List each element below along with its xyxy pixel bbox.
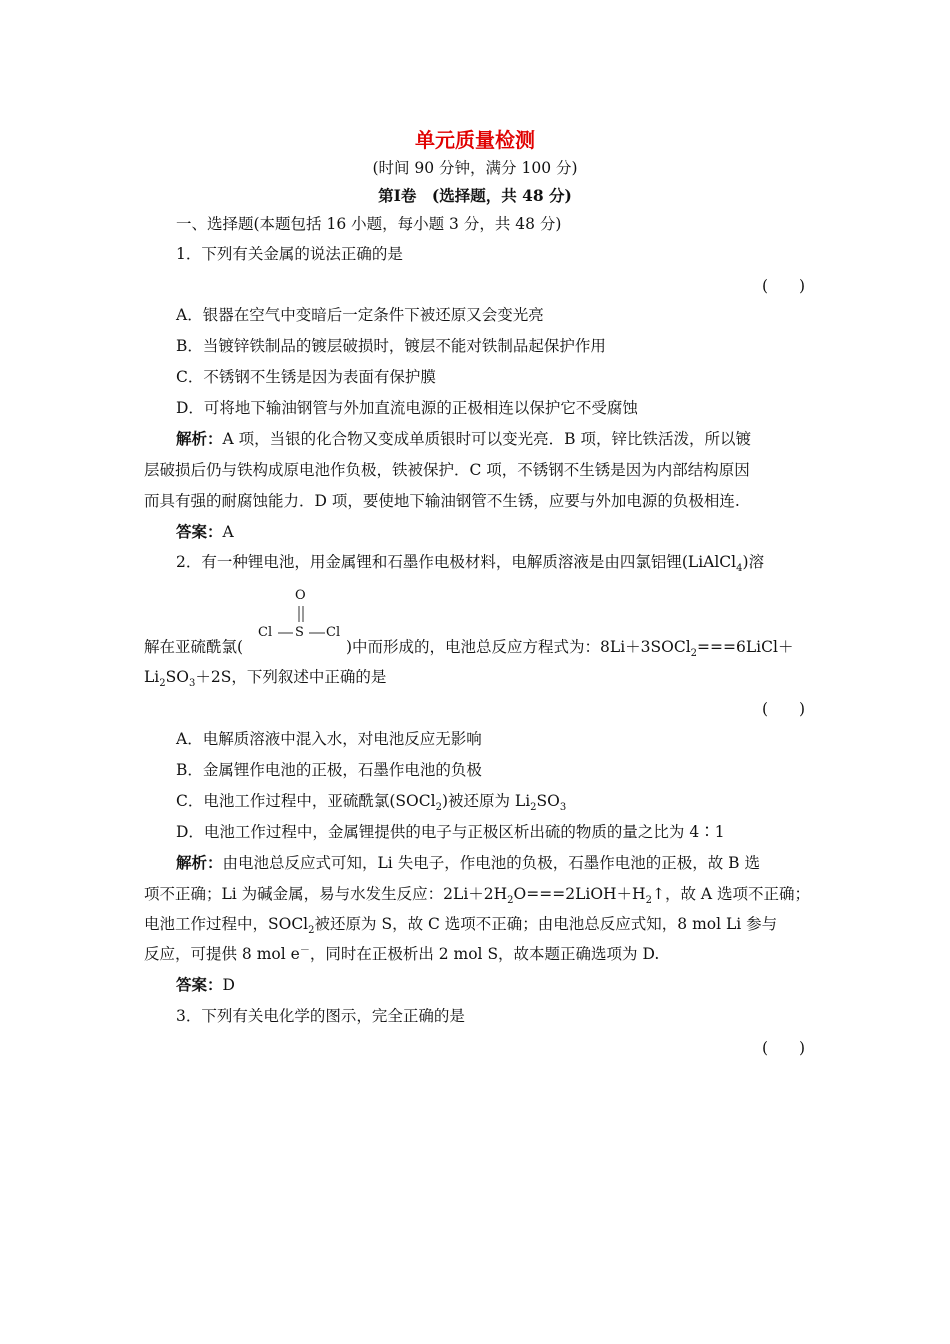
q1-option-c: C．不锈钢不生锈是因为表面有保护膜 — [176, 368, 436, 386]
q2-analysis-line-1: 解析：由电池总反应式可知，Li 失电子，作电池的负极，石墨作电池的正极，故 B 选 — [176, 854, 760, 872]
exam-time-note: (时间 90 分钟，满分 100 分) — [372, 159, 578, 177]
q2-analysis-line-4: 反应，可提供 8 mol e－，同时在正极析出 2 mol S，故本题正确选项为 D. — [144, 944, 660, 963]
q1-answer — [176, 522, 234, 542]
thionyl-chloride-structure — [258, 590, 346, 648]
structure-oxygen: O — [295, 588, 306, 603]
q1-analysis-line-3: 而具有强的耐腐蚀能力．D 项，要使地下输油钢管不生锈，应要与外加电源的负极相连. — [144, 492, 740, 510]
q1-analysis-line-1: 解析：A 项，当银的化合物又变成单质银时可以变光亮．B 项，锌比铁活泼，所以镀 — [176, 430, 751, 448]
q1-answer-value: A — [222, 523, 234, 541]
structure-chlorine-right: Cl — [326, 625, 341, 640]
structure-chlorine-left: Cl — [258, 625, 273, 640]
q2-answer — [176, 975, 235, 995]
q2-option-c: C．电池工作过程中，亚硫酰氯(SOCl$_2$)被还原为 $Li_2SO_3$ — [176, 792, 567, 814]
q1-analysis-line-2: 层破损后仍与铁构成原电池作负极，铁被保护．C 项，不锈钢不生锈是因为内部结构原因 — [144, 461, 750, 479]
q3-stem: 3．下列有关电化学的图示，完全正确的是 — [176, 1007, 465, 1025]
q2-stem-line-1: 2．有一种锂电池，用金属锂和石墨作电极材料，电解质溶液是由四氯铝锂(LiAlCl$_4$)溶 — [176, 553, 765, 575]
q1-option-b: B．当镀锌铁制品的镀层破损时，镀层不能对铁制品起保护作用 — [176, 337, 606, 355]
q2-answer-label: 答案： — [176, 976, 223, 994]
q2-stem-line-2-post: )中而形成的，电池总反应方程式为：8Li＋3SOCl$_2$===6LiCl＋ — [346, 638, 794, 660]
q2-stem-line-3: $Li_2SO_3+2S$，下列叙述中正确的是 — [144, 668, 387, 690]
q2-analysis-label: 解析： — [176, 854, 223, 872]
q3-answer-paren: ( ) — [762, 1039, 806, 1057]
q1-option-a: A．银器在空气中变暗后一定条件下被还原又会变光亮 — [176, 306, 544, 324]
q2-option-d: D．电池工作过程中，金属锂提供的电子与正极区析出硫的物质的量之比为 4∶1 — [176, 823, 725, 841]
q1-answer-paren: ( ) — [762, 277, 806, 295]
q2-analysis-line-2: 项不正确；Li 为碱金属，易与水发生反应：$2Li+2H_2O===2LiOH+H_2↑$，故 A 选项不正确； — [144, 885, 810, 907]
q2-option-a: A．电解质溶液中混入水，对电池反应无影响 — [176, 730, 482, 748]
q1-analysis-label: 解析： — [176, 430, 223, 448]
q2-option-b: B．金属锂作电池的正极，石墨作电池的负极 — [176, 761, 482, 779]
q2-answer-value: D — [222, 976, 235, 994]
q2-answer-paren: ( ) — [762, 700, 806, 718]
q1-stem: 1．下列有关金属的说法正确的是 — [176, 245, 403, 263]
structure-sulfur: S — [295, 625, 304, 640]
section-heading: 一、选择题(本题包括 16 小题，每小题 3 分，共 48 分) — [176, 215, 562, 233]
page-title: 单元质量检测 — [415, 128, 535, 152]
q2-analysis-line-3: 电池工作过程中，SOCl$_2$被还原为 S，故 C 选项不正确；由电池总反应式知，8 mol Li 参与 — [144, 915, 778, 937]
part-heading: 第Ⅰ卷 (选择题，共 48 分) — [378, 186, 572, 205]
q2-stem-line-2-pre: 解在亚硫酰氯( — [144, 638, 244, 656]
q1-answer-label: 答案： — [176, 523, 223, 541]
q1-option-d: D．可将地下输油钢管与外加直流电源的正极相连以保护它不受腐蚀 — [176, 399, 638, 417]
